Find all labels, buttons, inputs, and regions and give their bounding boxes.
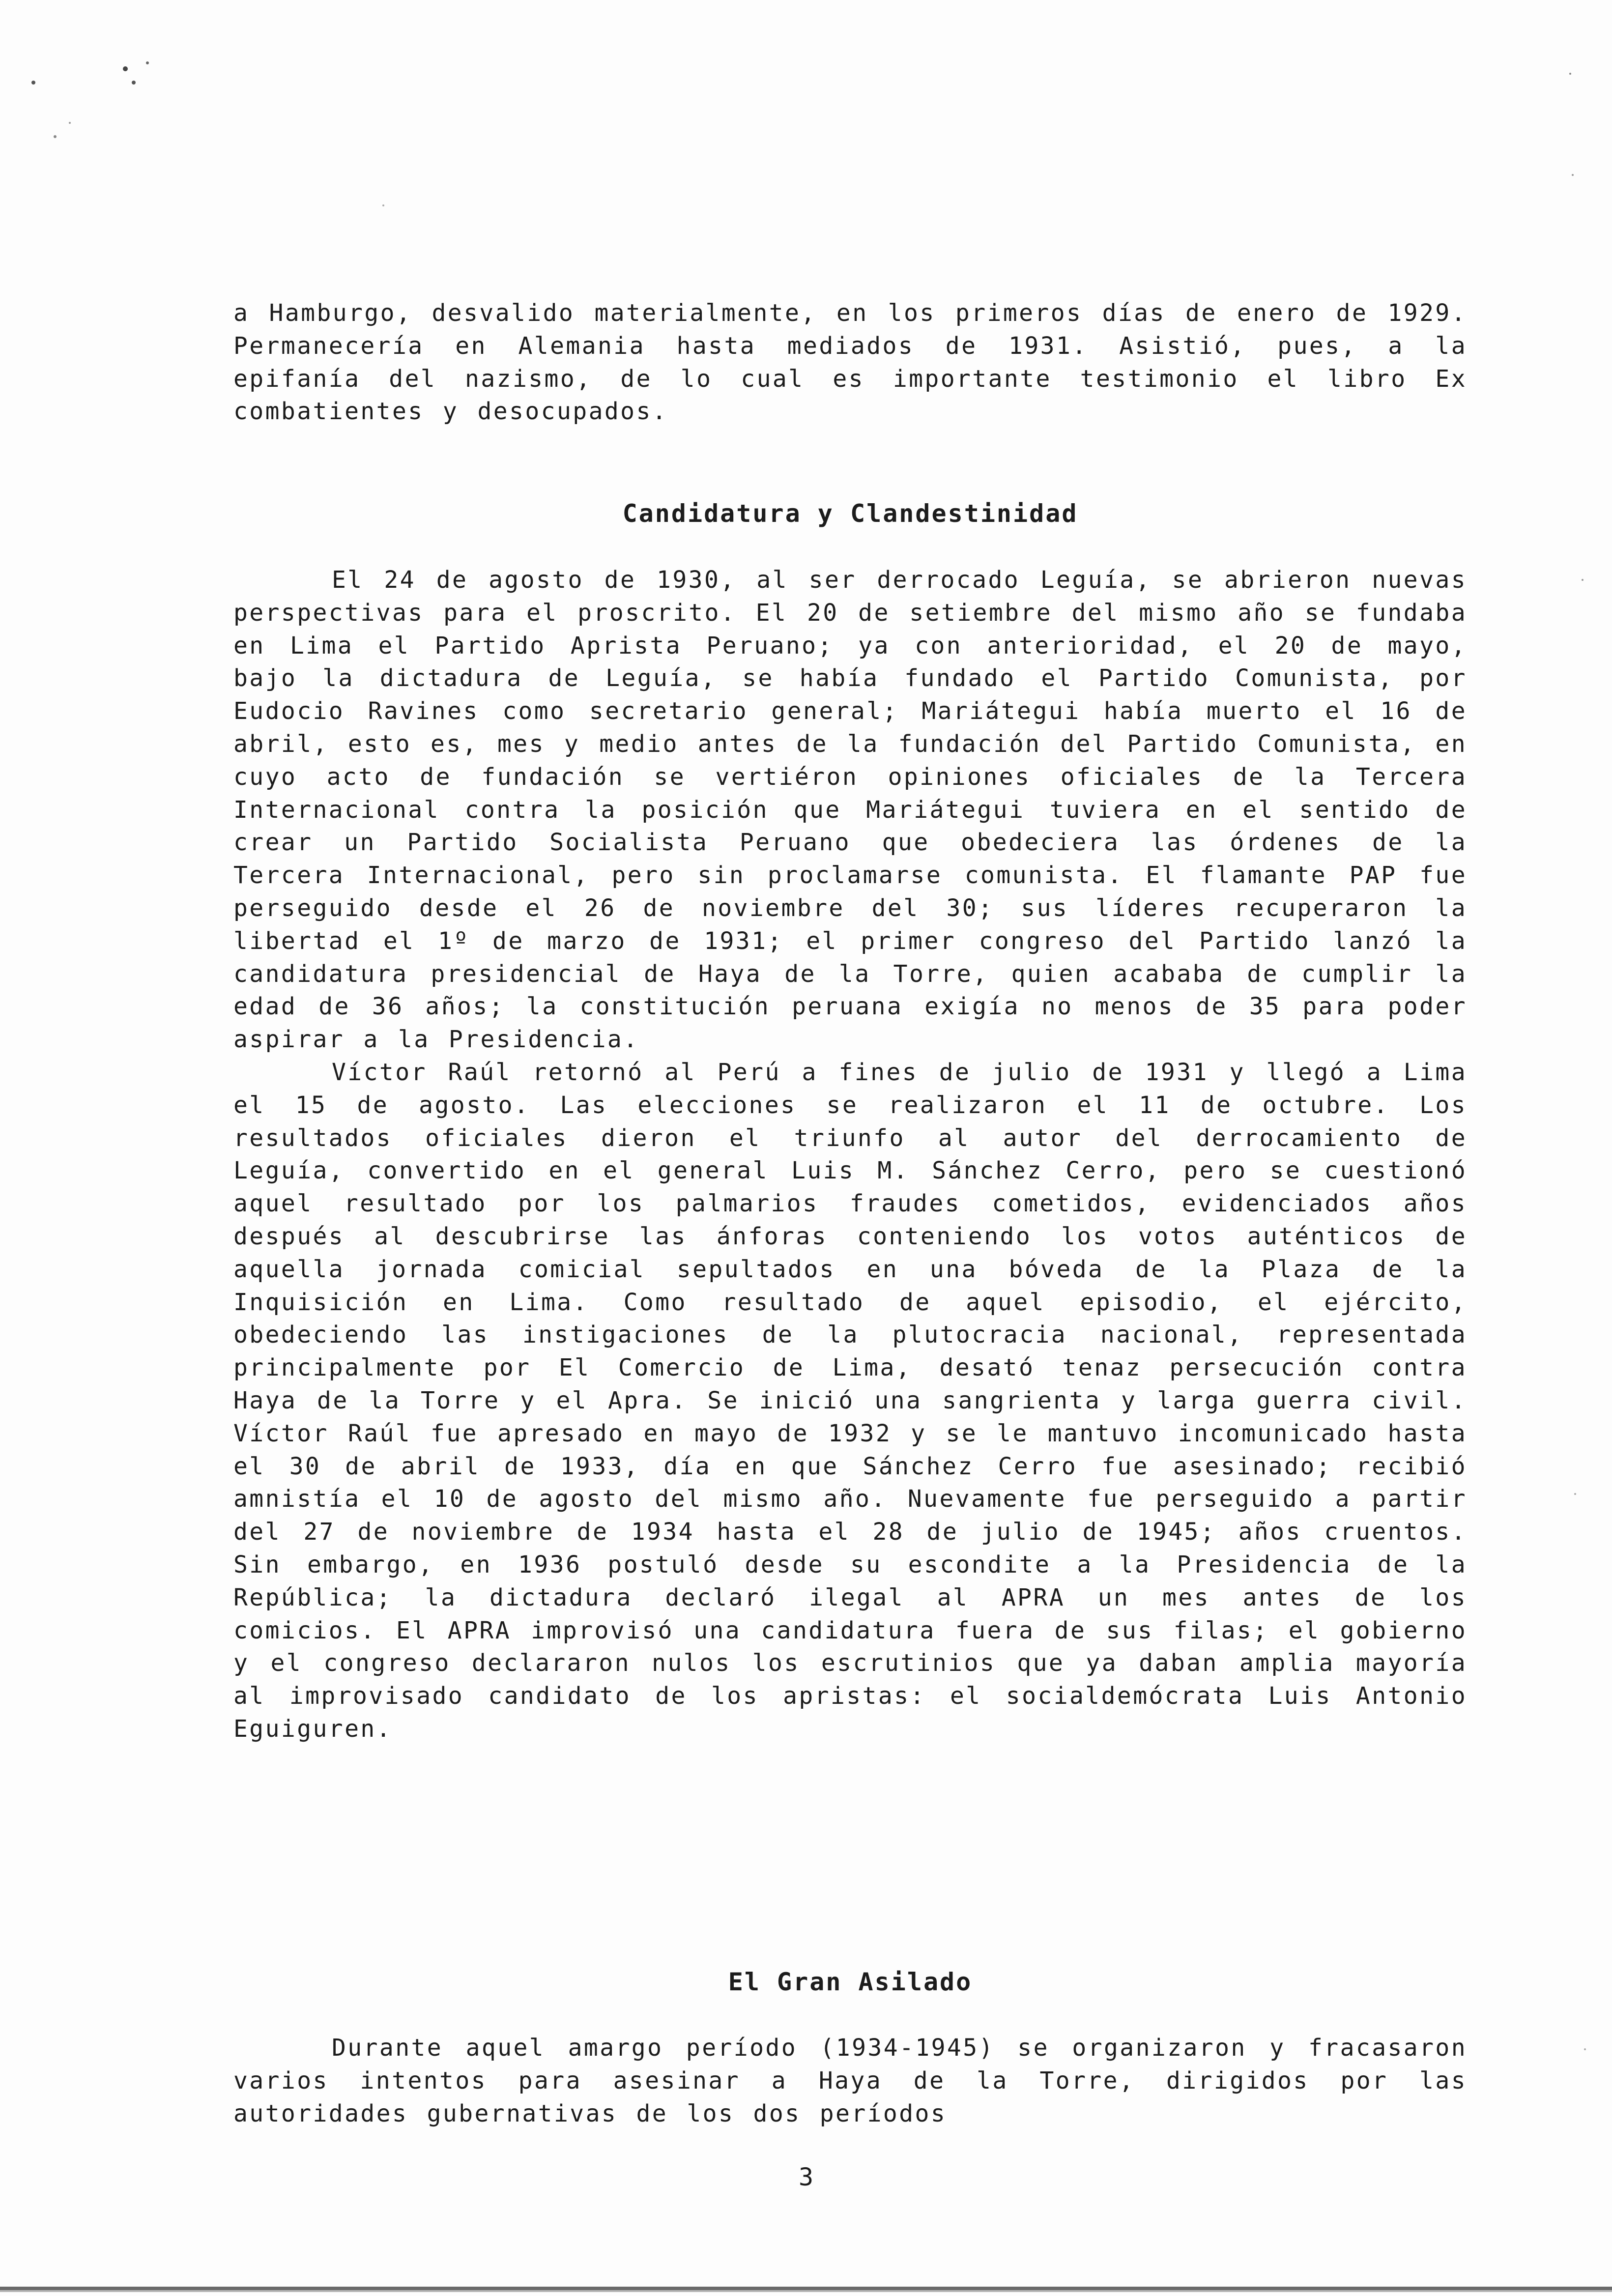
body-paragraph: Durante aquel amargo período (1934-1945) se organizaron y fracasaron varios intentos para asesinar a Haya de la Torre, dirigidos por las autoridades gubernativas de los dos períodos [233,2034,1467,2127]
scan-speck [1582,579,1583,581]
scan-speck [132,81,136,85]
page-number: 3 [798,2163,814,2191]
body-paragraph: Víctor Raúl retornó al Perú a fines de julio de 1931 y llegó a Lima el 15 de agosto. Las elecciones se realizaron el 11 de octubre. Los resultados oficiales dieron el triunfo al autor del derrocamiento de Leguía, convertido en el general Luis M. Sánchez Cerro, pero se cuestionó aquel resultado por los palmarios fraudes cometidos, evidenciados años después al descubrirse las ánforas conteniendo los votos auténticos de aquella jornada comicial sepultados en una bóveda de la Plaza de la Inquisición en Lima. Como resultado de aquel episodio, el ejército, obedeciendo las instigaciones de la plutocracia nacional, representada principalmente por El Comercio de Lima, desató tenaz persecución contra Haya de la Torre y el Apra. Se inició una sangrienta y larga guerra civil. Víctor Raúl fue apresado en mayo de 1932 y se le mantuvo incomunicado hasta el 30 de abril de 1933, día en que Sánchez Cerro fue asesinado; recibió amnistía el 10 de agosto del mismo año. Nuevamente fue perseguido a partir del 27 de noviembre de 1934 hasta el 28 de julio de 1945; años cruentos. Sin embargo, en 1936 postuló desde su escondite a la Presidencia de la República; la dictadura declaró ilegal al APRA un mes antes de los comicios. El APRA improvisó una candidatura fuera de sus filas; el gobierno y el congreso declararon nulos los escrutinios que ya daban amplia mayoría al improvisado candidato de los apristas: el socialdemócrata Luis Antonio Eguiguren. [233,1058,1467,1743]
scan-speck [31,81,35,85]
section-2-text-block [233,2032,1467,2130]
scan-speck [146,61,149,64]
section-heading-gran-asilado: El Gran Asilado [728,1968,973,1996]
scan-speck [123,66,128,71]
scan-speck [1574,1493,1576,1495]
scan-speck [69,122,71,124]
intro-paragraph: a Hamburgo, desvalido materialmente, en los primeros días de enero de 1929. Permanecería en Alemania hasta mediados de 1931. Asistió, pues, a la epifanía del nazismo, de lo cual es importante testimonio el libro Ex combatientes y desocupados. [233,299,1467,426]
scan-bottom-edge [0,2287,1612,2290]
intro-text-block [233,297,1467,428]
scan-speck [54,135,57,138]
scan-bottom-edge-shadow [0,2290,1612,2292]
scan-speck [382,204,384,206]
scan-speck [1584,2048,1586,2050]
scan-speck [1569,73,1571,75]
body-paragraph: El 24 de agosto de 1930, al ser derrocado Leguía, se abrieron nuevas perspectivas para el proscrito. El 20 de setiembre del mismo año se fundaba en Lima el Partido Aprista Peruano; ya con anterioridad, el 20 de mayo, bajo la dictadura de Leguía, se había fundado el Partido Comunista, por Eudocio Ravines como secretario general; Mariátegui había muerto el 16 de abril, esto es, mes y medio antes de la fundación del Partido Comunista, en cuyo acto de fundación se vertiéron opiniones oficiales de la Tercera Internacional contra la posición que Mariátegui tuviera en el sentido de crear un Partido Socialista Peruano que obedeciera las órdenes de la Tercera Internacional, pero sin proclamarse comunista. El flamante PAP fue perseguido desde el 26 de noviembre del 30; sus líderes recuperaron la libertad el 1º de marzo de 1931; el primer congreso del Partido lanzó la candidatura presidencial de Haya de la Torre, quien acababa de cumplir la edad de 36 años; la constitución peruana exigía no menos de 35 para poder aspirar a la Presidencia. [233,566,1467,1054]
section-1-text-block [233,564,1467,1746]
section-heading-candidatura: Candidatura y Clandestinidad [622,499,1078,528]
scan-speck [1572,174,1574,176]
